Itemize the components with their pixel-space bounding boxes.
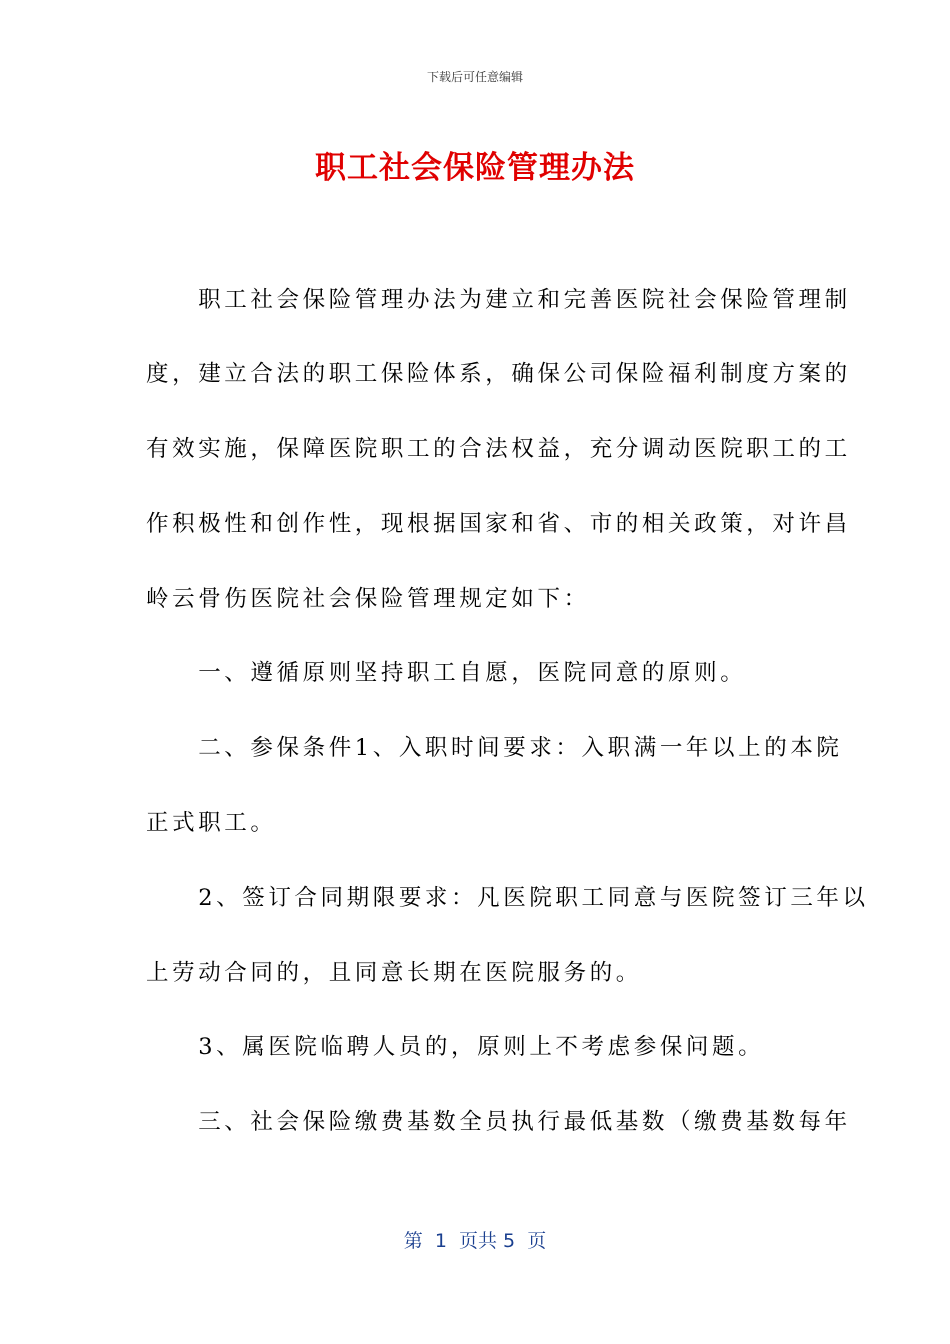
body-line: 2、签订合同期限要求：凡医院职工同意与医院签订三年以 bbox=[146, 885, 869, 911]
body-line: 一、遵循原则坚持职工自愿，医院同意的原则。 bbox=[146, 660, 747, 686]
body-line: 3、属医院临聘人员的，原则上不考虑参保问题。 bbox=[146, 1034, 765, 1060]
body-line: 上劳动合同的，且同意长期在医院服务的。 bbox=[146, 960, 642, 986]
body-line: 三、社会保险缴费基数全员执行最低基数（缴费基数每年 bbox=[146, 1109, 851, 1135]
body-line: 作积极性和创作性，现根据国家和省、市的相关政策，对许昌 bbox=[146, 511, 851, 537]
document-title: 职工社会保险管理办法 bbox=[315, 150, 635, 186]
body-line: 岭云骨伤医院社会保险管理规定如下： bbox=[146, 586, 590, 612]
page-footer: 第 1 页共 5 页 bbox=[403, 1230, 547, 1252]
header-note: 下载后可任意编辑 bbox=[426, 70, 523, 84]
body-line: 度，建立合法的职工保险体系，确保公司保险福利制度方案的 bbox=[146, 361, 851, 387]
body-line: 正式职工。 bbox=[146, 810, 277, 836]
body-line: 二、参保条件1、入职时间要求：入职满一年以上的本院 bbox=[146, 735, 843, 761]
body-line: 职工社会保险管理办法为建立和完善医院社会保险管理制 bbox=[146, 287, 851, 313]
body-line: 有效实施，保障医院职工的合法权益，充分调动医院职工的工 bbox=[146, 436, 851, 462]
